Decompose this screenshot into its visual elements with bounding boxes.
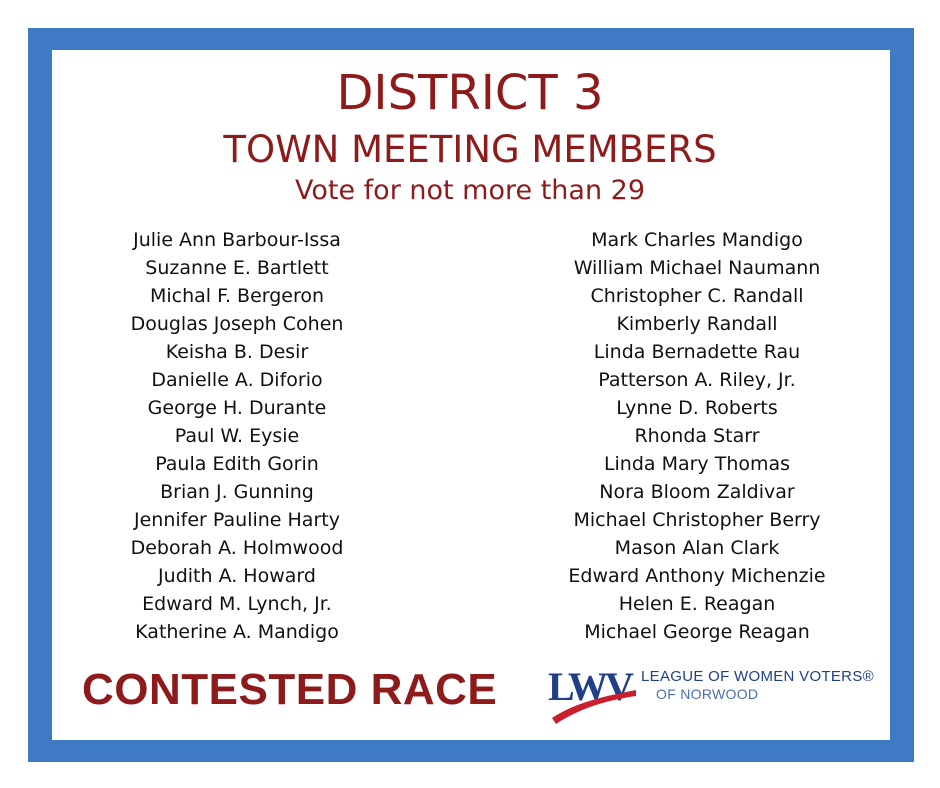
candidate-name: Linda Bernadette Rau [593,341,801,363]
candidate-name: Patterson A. Riley, Jr. [598,369,796,391]
candidate-name: Brian J. Gunning [160,481,314,503]
office-subtitle: TOWN MEETING MEMBERS [223,128,717,171]
candidate-name: Mason Alan Clark [614,537,780,559]
candidate-name: Linda Mary Thomas [603,453,791,475]
candidate-name: Julie Ann Barbour-Issa [133,229,341,251]
lwv-chapter: OF NORWOOD [656,686,759,702]
contested-race-label: CONTESTED RACE [82,665,498,714]
candidate-name: Michal F. Bergeron [149,285,325,307]
candidate-name: William Michael Naumann [573,257,821,279]
candidate-name: Danielle A. Diforio [151,369,323,391]
candidate-name: Deborah A. Holmwood [130,537,344,559]
candidate-name: Paula Edith Gorin [155,453,319,475]
candidate-name: Lynne D. Roberts [616,397,778,419]
svg-text:LWV: LWV [548,664,631,709]
candidate-name: Judith A. Howard [158,565,316,587]
candidate-name: Edward M. Lynch, Jr. [142,593,332,615]
candidate-name: Mark Charles Mandigo [591,229,803,251]
candidate-name: Jennifer Pauline Harty [134,509,340,531]
candidate-name: Douglas Joseph Cohen [130,313,344,335]
vote-instruction: Vote for not more than 29 [295,175,645,206]
district-title: DISTRICT 3 [336,65,604,121]
candidate-name: Suzanne E. Bartlett [145,257,329,279]
candidates-left-column [72,226,402,646]
candidate-name: Paul W. Eysie [174,425,300,447]
candidate-name: Katherine A. Mandigo [135,621,339,643]
candidate-name: Nora Bloom Zaldivar [599,481,795,503]
candidate-name: Keisha B. Desir [165,341,309,363]
lwv-logo [546,660,886,730]
candidate-name: Michael George Reagan [584,621,810,643]
lwv-name: LEAGUE OF WOMEN VOTERS® [641,668,874,685]
lwv-mark-icon [546,660,638,730]
candidate-name: Christopher C. Randall [590,285,804,307]
candidate-name: Rhonda Starr [634,425,760,447]
candidates-right-column [532,226,862,646]
candidate-name: George H. Durante [147,397,327,419]
candidate-name: Edward Anthony Michenzie [568,565,826,587]
candidate-name: Helen E. Reagan [618,593,776,615]
candidate-name: Michael Christopher Berry [573,509,821,531]
candidate-name: Kimberly Randall [616,313,778,335]
